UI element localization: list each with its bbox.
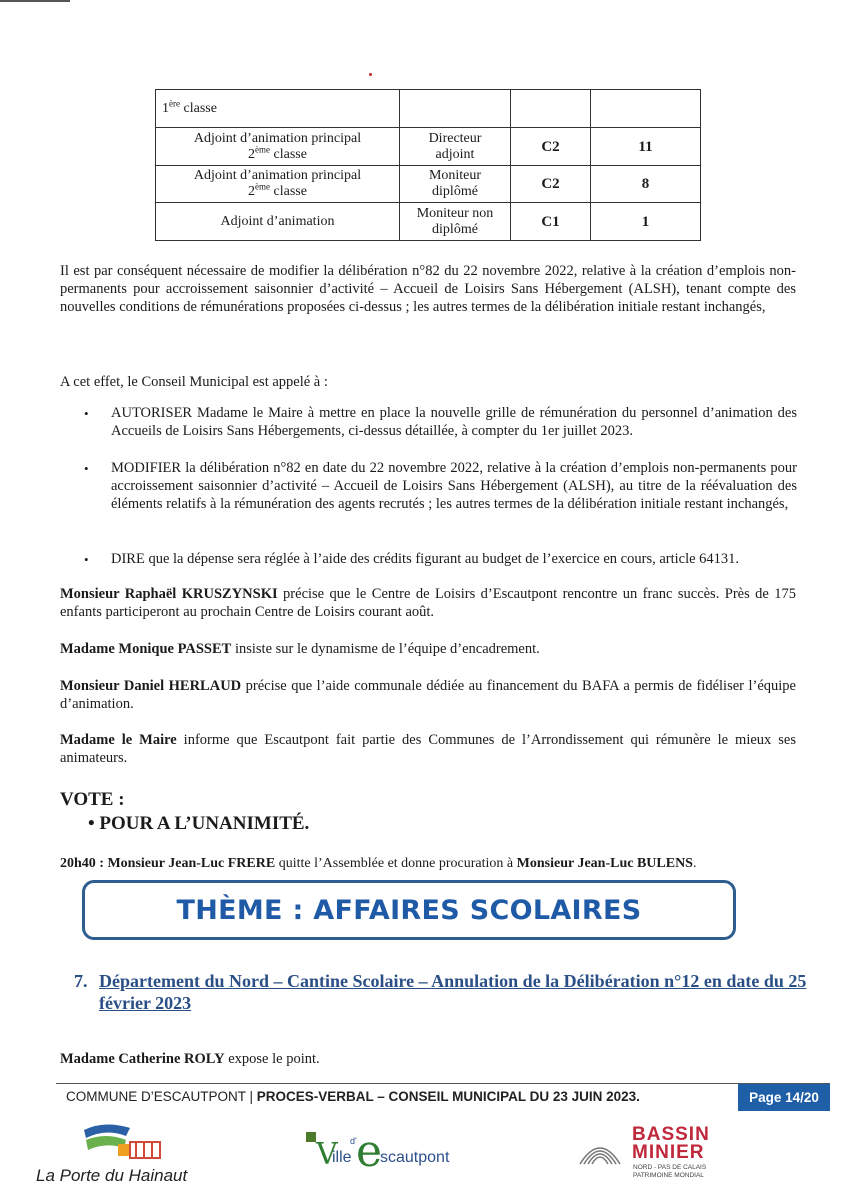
intervention-maire: Madame le Maire informe que Escautpont fait partie des Communes de l’Arrondissement qui rémunère le mieux ses animateurs. bbox=[60, 732, 796, 766]
theme-banner bbox=[82, 880, 736, 940]
procuration-line: 20h40 : Monsieur Jean-Luc FRERE quitte l’Assemblée et donne procuration à Monsieur Jean-Luc BULENS. bbox=[60, 856, 697, 871]
intervention-passet: Madame Monique PASSET insiste sur le dynamisme de l’équipe d’encadrement. bbox=[60, 641, 540, 657]
fonction-cell bbox=[400, 90, 511, 128]
bassin-minier-subtitle: NORD - PAS DE CALAIS PATRIMOINE MONDIAL bbox=[633, 1164, 707, 1179]
grade-cell: Adjoint d’animation principal 2ème classe bbox=[156, 128, 400, 166]
expose-line: Madame Catherine ROLY expose le point. bbox=[60, 1051, 320, 1067]
value-cell: 1 bbox=[591, 203, 701, 241]
top-rule bbox=[0, 0, 70, 2]
list-item: MODIFIER la délibération n°82 en date du 22 novembre 2022, relative à la création d’emplois non-permanents pour accroissement saisonnier d’activité – Accueil de Loisirs Sans Hébergement (ALSH), au titre de la réévaluation des éléments relatifs à la rémunération des agents recrutés ; les autres termes de la délibération initiale restant inchangés, bbox=[111, 460, 797, 512]
footer-text: COMMUNE D’ESCAUTPONT | PROCES-VERBAL – CONSEIL MUNICIPAL DU 23 JUIN 2023. bbox=[66, 1089, 640, 1104]
red-dot-mark bbox=[369, 73, 372, 76]
bassin-minier-title: BASSIN MINIER bbox=[632, 1124, 710, 1163]
theme-title: THÈME : AFFAIRES SCOLAIRES bbox=[176, 894, 642, 926]
paragraph-appel: A cet effet, le Conseil Municipal est appelé à : bbox=[60, 374, 328, 390]
grade-cell: 1ère classe bbox=[156, 90, 400, 128]
fonction-cell: Moniteur non diplômé bbox=[400, 203, 511, 241]
svg-text:scautpont: scautpont bbox=[380, 1149, 450, 1166]
list-item: AUTORISER Madame le Maire à mettre en place la nouvelle grille de rémunération du personnel d’animation des Accueils de Loisirs Sans Hébergements, ci-dessus détaillée, à compter du 1er juillet 2023. bbox=[111, 405, 797, 439]
value-cell bbox=[591, 90, 701, 128]
svg-text:d': d' bbox=[350, 1136, 357, 1146]
code-cell bbox=[511, 90, 591, 128]
table-row bbox=[156, 203, 701, 241]
code-cell: C2 bbox=[511, 166, 591, 203]
value-cell: 8 bbox=[591, 166, 701, 203]
grade-cell: Adjoint d’animation principal 2ème classe bbox=[156, 166, 400, 203]
item-title: Département du Nord – Cantine Scolaire – Annulation de la Délibération n°12 en date du 25 février 2023 bbox=[99, 971, 807, 1013]
intervention-kruszynski: Monsieur Raphaël KRUSZYNSKI précise que le Centre de Loisirs d’Escautpont rencontre un franc succès. Près de 175 enfants participeront au prochain Centre de Loisirs courant août. bbox=[60, 586, 796, 620]
bullet-icon: • bbox=[84, 461, 89, 476]
item-number: 7. bbox=[74, 971, 88, 991]
vote-title: VOTE : bbox=[60, 789, 125, 810]
paragraph-modification: Il est par conséquent nécessaire de modifier la délibération n°82 du 22 novembre 2022, relative à la création d’emplois non-permanents pour accroissement saisonnier d’activité – Accueil de Loisirs Sans Hébergement (ALSH), tenant compte des nouvelles conditions de rémunérations proposées ci-dessus ; les autres termes de la délibération initiale restant inchangés, bbox=[60, 263, 796, 315]
page-number-badge: Page 14/20 bbox=[738, 1084, 830, 1111]
svg-text:V: V bbox=[316, 1137, 338, 1172]
vote-result: • POUR A L’UNANIMITÉ. bbox=[88, 813, 310, 834]
table-row bbox=[156, 128, 701, 166]
code-cell: C2 bbox=[511, 128, 591, 166]
hainaut-logo-text: La Porte du Hainaut bbox=[36, 1166, 188, 1185]
remuneration-table bbox=[155, 89, 701, 241]
bullet-icon: • bbox=[84, 406, 89, 421]
fonction-cell: Directeur adjoint bbox=[400, 128, 511, 166]
svg-text:e: e bbox=[356, 1126, 383, 1177]
fonction-cell: Moniteur diplômé bbox=[400, 166, 511, 203]
value-cell: 11 bbox=[591, 128, 701, 166]
footer-rule bbox=[56, 1083, 830, 1084]
table-row bbox=[156, 90, 701, 128]
intervention-herlaud: Monsieur Daniel HERLAUD précise que l’aide communale dédiée au financement du BAFA a permis de fidéliser l’équipe d’animation. bbox=[60, 678, 796, 712]
grade-cell: Adjoint d’animation bbox=[156, 203, 400, 241]
code-cell: C1 bbox=[511, 203, 591, 241]
svg-text:ille: ille bbox=[332, 1149, 352, 1166]
ville-escautpont-logo-icon bbox=[296, 1122, 456, 1192]
table-row bbox=[156, 166, 701, 203]
bullet-icon: • bbox=[84, 552, 89, 567]
list-item: DIRE que la dépense sera réglée à l’aide des crédits figurant au budget de l’exercice en cours, article 64131. bbox=[111, 551, 740, 567]
